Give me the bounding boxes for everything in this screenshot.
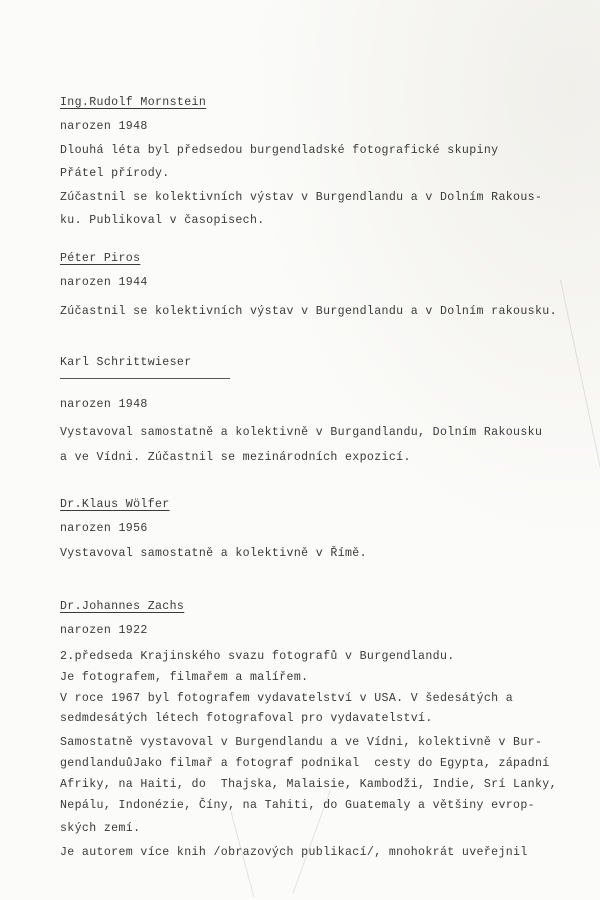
entry-name: Péter Piros xyxy=(60,252,141,265)
entry-text-line: gendlanduůJako filmař a fotograf podnikal cesty do Egypta, západní xyxy=(60,757,550,770)
entry-text-line: Vystavoval samostatně a kolektivně v Burgandlandu, Dolním Rakousku xyxy=(60,426,543,439)
entry-text-line: Afriky, na Haiti, do Thajska, Malaisie, Kambodži, Indie, Srí Lanky, xyxy=(60,778,557,791)
paper-crease xyxy=(560,280,600,887)
entry-text-line: ku. Publikoval v časopisech. xyxy=(60,214,265,227)
entry-born: narozen 1922 xyxy=(60,624,148,637)
entry-text-line: 2.předseda Krajinského svazu fotografů v Burgendlandu. xyxy=(60,650,455,663)
entry-name: Dr.Johannes Zachs xyxy=(60,600,185,613)
entry-text-line: a ve Vídni. Zúčastnil se mezinárodních expozicí. xyxy=(60,451,411,464)
entry-text-line: Je autorem více knih /obrazových publikací/, mnohokrát uveřejnil xyxy=(60,846,528,859)
entry-text-line: Je fotografem, filmařem a malířem. xyxy=(60,671,309,684)
entry-text-line: sedmdesátých létech fotografoval pro vydavatelství. xyxy=(60,712,433,725)
entry-text-line: Samostatně vystavoval v Burgendlandu a ve Vídni, kolektivně v Bur- xyxy=(60,736,543,749)
entry-text-line: Dlouhá léta byl předsedou burgendladské fotografické skupiny xyxy=(60,144,499,157)
entry-born: narozen 1944 xyxy=(60,276,148,289)
name-underline xyxy=(60,378,230,379)
entry-born: narozen 1948 xyxy=(60,120,148,133)
entry-text-line: ských zemí. xyxy=(60,822,141,835)
entry-text-line: Přátel přírody. xyxy=(60,167,170,180)
entry-text-line: V roce 1967 byl fotografem vydavatelství v USA. V šedesátých a xyxy=(60,692,514,705)
entry-text-line: Vystavoval samostatně a kolektivně v Římě. xyxy=(60,547,367,560)
entry-name: Karl Schrittwieser xyxy=(60,356,192,369)
entry-name: Dr.Klaus Wölfer xyxy=(60,498,170,511)
entry-text-line: Zúčastnil se kolektivních výstav v Burgendlandu a v Dolním rakousku. xyxy=(60,305,557,318)
entry-text-line: Nepálu, Indonézie, Číny, na Tahiti, do Guatemaly a většiny evrop- xyxy=(60,799,535,812)
entry-born: narozen 1948 xyxy=(60,398,148,411)
entry-born: narozen 1956 xyxy=(60,522,148,535)
entry-name: Ing.Rudolf Mornstein xyxy=(60,96,207,109)
entry-text-line: Zúčastnil se kolektivních výstav v Burgendlandu a v Dolním Rakous- xyxy=(60,191,543,204)
